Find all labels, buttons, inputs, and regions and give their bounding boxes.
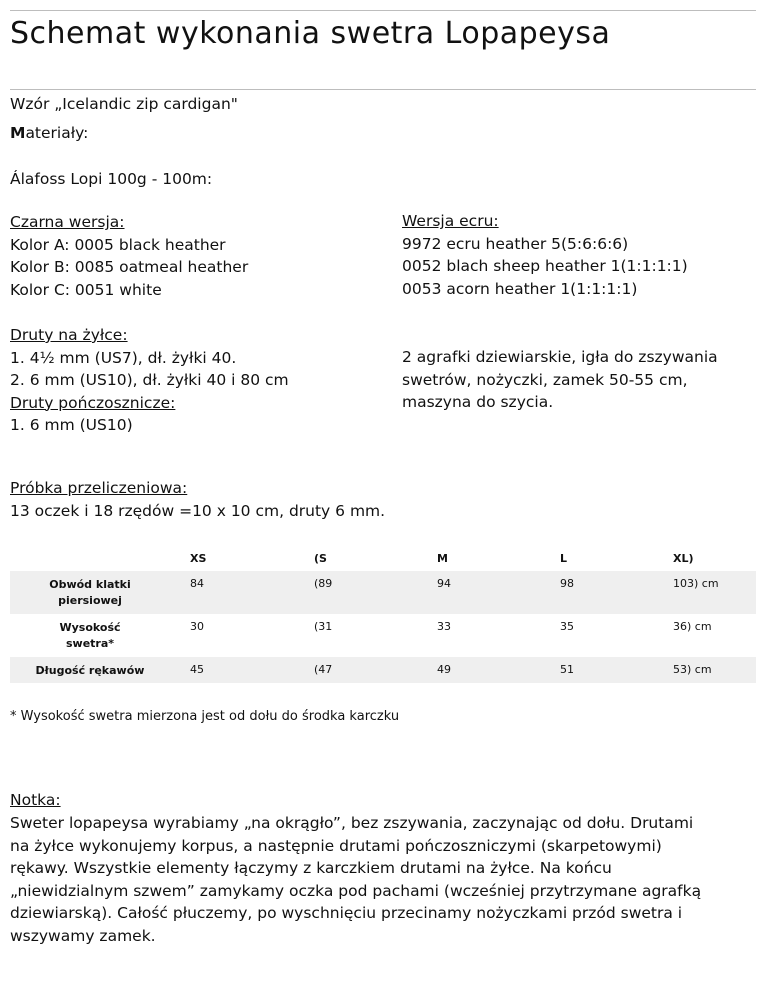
table-cell: 33 [437, 620, 451, 633]
materials-heading [10, 122, 88, 145]
table-cell: 36) cm [673, 620, 712, 633]
table-cell: 94 [416, 571, 539, 614]
title-rule [10, 89, 756, 90]
table-cell: 30 [190, 620, 204, 633]
size-header-row [10, 545, 756, 571]
notions-line: swetrów, nożyczki, zamek 50-55 cm, [402, 370, 688, 389]
black-version-line: Kolor A: 0005 black heather [10, 235, 226, 254]
pattern-name: Wzór „Icelandic zip cardigan" [10, 95, 238, 113]
notions-line: maszyna do szycia. [402, 393, 554, 411]
ecru-version-heading: Wersja ecru: [402, 212, 499, 230]
row-label [10, 657, 170, 683]
row-label [10, 614, 170, 657]
table-cell: (89 [293, 571, 416, 614]
notions-block [402, 346, 718, 414]
circular-needles-line: 2. 6 mm (US10), dł. żyłki 40 i 80 cm [10, 371, 289, 389]
black-version-heading: Czarna wersja: [10, 213, 125, 231]
dpn-needles-line: 1. 6 mm (US10) [10, 416, 133, 434]
materials-heading-rest: ateriały: [25, 124, 89, 142]
ecru-version-block [402, 210, 688, 300]
note-heading: Notka: [10, 791, 61, 809]
table-cell: 53) cm [662, 657, 756, 683]
table-cell: 49 [416, 657, 539, 683]
needles-block [10, 324, 289, 437]
size-header-corner [10, 545, 170, 571]
size-header: XS [190, 551, 207, 565]
materials-heading-initial: M [10, 124, 26, 142]
gauge-block [10, 477, 385, 522]
gauge-text: 13 oczek i 18 rzędów =10 x 10 cm, druty 6 mm. [10, 501, 386, 520]
size-table [10, 545, 756, 683]
yarn-line: Álafoss Lopi 100g - 100m: [10, 170, 213, 188]
table-cell: 45 [170, 657, 293, 683]
table-row [10, 657, 756, 683]
table-cell: 51 [539, 657, 662, 683]
row-label-line: Wysokość [59, 621, 121, 634]
circular-needles-line: 1. 4½ mm (US7), dł. żyłki 40. [10, 348, 237, 367]
note-line: wszywamy zamek. [10, 926, 156, 945]
notions-line: 2 agrafki dziewiarskie, igła do zszywania [402, 348, 718, 366]
size-header: M [437, 551, 448, 565]
note-line: „niewidzialnym szwem” zamykamy oczka pod pachami (wcześniej przytrzymane agrafką [10, 881, 702, 900]
table-cell: (31 [314, 620, 333, 633]
row-label-line: swetra* [65, 637, 115, 650]
top-rule [10, 10, 756, 11]
ecru-version-line: 0053 acorn heather 1(1:1:1:1) [402, 279, 638, 298]
table-cell: 98 [539, 571, 662, 614]
page-title: Schemat wykonania swetra Lopapeysa [10, 16, 611, 51]
table-cell: 84 [170, 571, 293, 614]
ecru-version-line: 9972 ecru heather 5(5:6:6:6) [402, 234, 629, 253]
footnote: * Wysokość swetra mierzona jest od dołu do środka karczku [10, 709, 400, 724]
note-line: rękawy. Wszystkie elementy łączymy z karczkiem drutami na żyłce. Na końcu [10, 859, 612, 877]
row-label-line: Obwód klatki [49, 578, 131, 591]
table-row [10, 614, 756, 657]
circular-needles-heading: Druty na żyłce: [10, 326, 128, 344]
black-version-block [10, 211, 248, 301]
dpn-needles-heading: Druty pończosznicze: [10, 393, 176, 412]
size-header: L [560, 551, 568, 565]
table-cell: 103) cm [662, 571, 756, 614]
black-version-line: Kolor C: 0051 white [10, 280, 162, 299]
ecru-version-line: 0052 blach sheep heather 1(1:1:1:1) [402, 257, 688, 275]
row-label [10, 571, 170, 614]
row-label-line: Długość rękawów [35, 664, 145, 677]
note-line: dziewiarską). Całość płuczemy, po wyschnięciu przecinamy nożyczkami przód swetra i [10, 904, 683, 922]
note-line: Sweter lopapeysa wyrabiamy „na okrągło”, bez zszywania, zaczynając od dołu. Drutami [10, 814, 694, 832]
size-header: (S [314, 551, 327, 565]
table-cell: 35 [560, 620, 574, 633]
row-label-line: piersiowej [58, 594, 122, 607]
gauge-heading: Próbka przeliczeniowa: [10, 479, 188, 497]
size-header: XL) [673, 551, 694, 565]
note-body [10, 812, 730, 947]
table-cell: (47 [293, 657, 416, 683]
table-row [10, 571, 756, 614]
black-version-line: Kolor B: 0085 oatmeal heather [10, 258, 249, 276]
note-line: na żyłce wykonujemy korpus, a następnie drutami pończoszniczymi (skarpetowymi) [10, 836, 662, 855]
